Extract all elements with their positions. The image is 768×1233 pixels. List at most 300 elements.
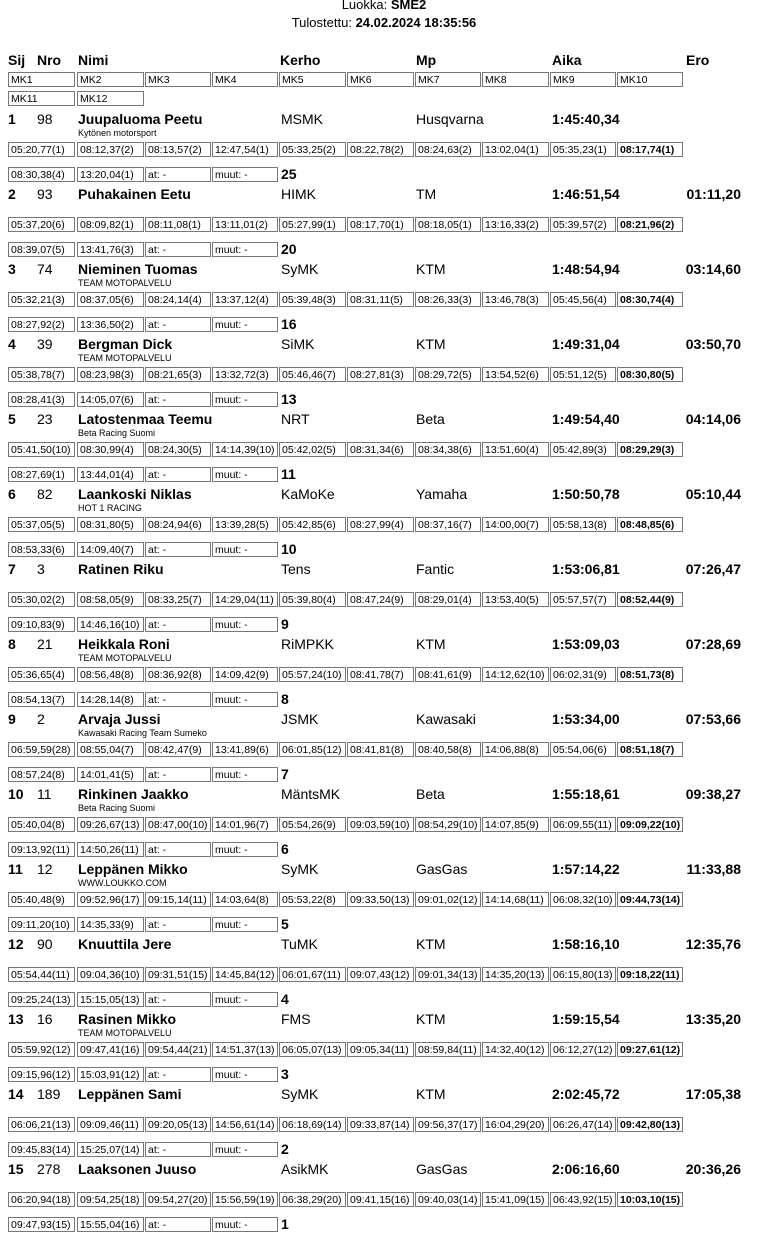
mk-time-cell: 14:45,84(12) xyxy=(212,967,278,982)
mk-time-cell: 05:37,20(6) xyxy=(8,217,75,232)
mk-time-cell: 08:53,33(6) xyxy=(8,542,75,557)
rider-bike: Fantic xyxy=(416,561,455,577)
mk-header-cell: MK9 xyxy=(550,72,616,87)
mk-time-cell: 06:18,69(14) xyxy=(279,1117,346,1132)
mk-time-cell: 08:37,16(7) xyxy=(415,517,481,532)
mk-time-cell: 08:56,48(8) xyxy=(77,667,144,682)
rider-position: 15 xyxy=(8,1161,24,1177)
mk-time-cell: 05:20,77(1) xyxy=(8,142,75,157)
mk-time-cell: 05:54,44(11) xyxy=(8,967,75,982)
rider-team: Kytönen motorsport xyxy=(78,128,157,138)
mk-time-cell: 05:36,65(4) xyxy=(8,667,75,682)
rider-club: SiMK xyxy=(281,336,315,352)
rider-total-time: 2:06:16,60 xyxy=(552,1161,620,1177)
rider-club: KaMoKe xyxy=(281,486,335,502)
rider-name: Nieminen Tuomas xyxy=(78,261,198,277)
mk-time-cell: 14:32,40(12) xyxy=(482,1042,549,1057)
rider-gap: 04:14,06 xyxy=(685,411,741,427)
rider-club: NRT xyxy=(281,411,310,427)
rider-position: 10 xyxy=(8,786,24,802)
mk-time-cell: 09:44,73(14) xyxy=(617,892,683,907)
rider-total-time: 1:49:54,40 xyxy=(552,411,620,427)
mk-time-cell: 08:51,18(7) xyxy=(617,742,683,757)
rider-bike: GasGas xyxy=(416,861,468,877)
rider-number: 278 xyxy=(37,1161,61,1177)
rider-number: 21 xyxy=(37,636,53,652)
mk-time-cell: 08:47,00(10) xyxy=(145,817,211,832)
rider-number: 3 xyxy=(37,561,45,577)
rider-name: Puhakainen Eetu xyxy=(78,186,191,202)
at-cell: at: - xyxy=(145,1142,211,1157)
mk-time-cell: 08:41,78(7) xyxy=(347,667,414,682)
mk-time-cell: 09:13,92(11) xyxy=(8,842,75,857)
mk-time-cell: 05:42,02(5) xyxy=(279,442,346,457)
muut-cell: muut: - xyxy=(212,242,278,257)
rider-team: TEAM MOTOPALVELU xyxy=(78,653,172,663)
rider-bike: KTM xyxy=(416,636,446,652)
mk-time-cell: 13:16,33(2) xyxy=(482,217,549,232)
mk-time-cell: 14:51,37(13) xyxy=(212,1042,278,1057)
mk-time-cell: 06:15,80(13) xyxy=(550,967,616,982)
mk-time-cell: 06:08,32(10) xyxy=(550,892,616,907)
mk-time-cell: 09:07,43(12) xyxy=(347,967,414,982)
mk-time-cell: 08:17,70(1) xyxy=(347,217,414,232)
rider-number: 74 xyxy=(37,261,53,277)
col-sij: Sij xyxy=(8,52,26,68)
rider-number: 39 xyxy=(37,336,53,352)
muut-cell: muut: - xyxy=(212,992,278,1007)
mk-time-cell: 14:09,40(7) xyxy=(77,542,144,557)
mk-time-cell: 06:59,59(28) xyxy=(8,742,75,757)
mk-time-cell: 05:30,02(2) xyxy=(8,592,75,607)
muut-cell: muut: - xyxy=(212,392,278,407)
mk-time-cell: 09:10,83(9) xyxy=(8,617,75,632)
at-cell: at: - xyxy=(145,992,211,1007)
mk-time-cell: 08:57,24(8) xyxy=(8,767,75,782)
mk-time-cell: 09:03,59(10) xyxy=(347,817,414,832)
rider-bike: Kawasaki xyxy=(416,711,476,727)
mk-time-cell: 08:31,80(5) xyxy=(77,517,144,532)
rider-name: Latostenmaa Teemu xyxy=(78,411,213,427)
mk-time-cell: 05:38,78(7) xyxy=(8,367,75,382)
mk-time-cell: 08:21,96(2) xyxy=(617,217,683,232)
rider-club: Tens xyxy=(281,561,311,577)
rider-club: MSMK xyxy=(281,111,323,127)
mk-time-cell: 05:42,89(3) xyxy=(550,442,616,457)
rider-position: 8 xyxy=(8,636,16,652)
mk-time-cell: 09:01,34(13) xyxy=(415,967,481,982)
mk-time-cell: 14:00,00(7) xyxy=(482,517,549,532)
rider-gap: 07:28,69 xyxy=(685,636,741,652)
rider-bike: KTM xyxy=(416,936,446,952)
muut-cell: muut: - xyxy=(212,167,278,182)
mk-time-cell: 08:51,73(8) xyxy=(617,667,683,682)
rider-total-time: 1:50:50,78 xyxy=(552,486,620,502)
mk-time-cell: 05:27,99(1) xyxy=(279,217,346,232)
rider-bike: Yamaha xyxy=(416,486,468,502)
at-cell: at: - xyxy=(145,317,211,332)
rider-name: Ratinen Riku xyxy=(78,561,164,577)
mk-time-cell: 06:09,55(11) xyxy=(550,817,616,832)
mk-time-cell: 09:18,22(11) xyxy=(617,967,683,982)
mk-time-cell: 08:27,92(2) xyxy=(8,317,75,332)
mk-time-cell: 09:40,03(14) xyxy=(415,1192,481,1207)
mk-time-cell: 08:33,25(7) xyxy=(145,592,211,607)
rider-gap: 11:33,88 xyxy=(686,861,741,877)
mk-time-cell: 08:48,85(6) xyxy=(617,517,683,532)
rider-number: 11 xyxy=(37,786,52,802)
rider-bike: KTM xyxy=(416,1011,446,1027)
mk-time-cell: 09:05,34(11) xyxy=(347,1042,414,1057)
mk-time-cell: 08:24,30(5) xyxy=(145,442,211,457)
mk-time-cell: 08:58,05(9) xyxy=(77,592,144,607)
mk-time-cell: 12:47,54(1) xyxy=(212,142,278,157)
rider-team: TEAM MOTOPALVELU xyxy=(78,353,172,363)
rider-total-time: 1:55:18,61 xyxy=(552,786,620,802)
rider-club: SyMK xyxy=(281,861,319,877)
mk-time-cell: 15:41,09(15) xyxy=(482,1192,549,1207)
rider-points: 16 xyxy=(281,316,297,332)
mk-time-cell: 14:05,07(6) xyxy=(77,392,144,407)
mk-time-cell: 13:44,01(4) xyxy=(77,467,144,482)
rider-number: 2 xyxy=(37,711,45,727)
muut-cell: muut: - xyxy=(212,917,278,932)
mk-header-cell: MK7 xyxy=(415,72,481,87)
rider-total-time: 1:53:34,00 xyxy=(552,711,620,727)
mk-time-cell: 08:42,47(9) xyxy=(145,742,211,757)
rider-club: AsikMK xyxy=(281,1161,329,1177)
mk-time-cell: 14:50,26(11) xyxy=(77,842,144,857)
mk-time-cell: 08:30,74(4) xyxy=(617,292,683,307)
mk-time-cell: 09:33,87(14) xyxy=(347,1117,414,1132)
rider-total-time: 1:58:16,10 xyxy=(552,936,620,952)
mk-time-cell: 05:35,23(1) xyxy=(550,142,616,157)
mk-time-cell: 13:36,50(2) xyxy=(77,317,144,332)
mk-time-cell: 13:32,72(3) xyxy=(212,367,278,382)
mk-time-cell: 08:11,08(1) xyxy=(145,217,211,232)
rider-points: 3 xyxy=(281,1066,289,1082)
rider-points: 2 xyxy=(281,1141,289,1157)
mk-time-cell: 08:39,07(5) xyxy=(8,242,75,257)
mk-time-cell: 05:37,05(5) xyxy=(8,517,75,532)
rider-position: 14 xyxy=(8,1086,24,1102)
rider-total-time: 1:57:14,22 xyxy=(552,861,620,877)
mk-time-cell: 14:29,04(11) xyxy=(212,592,278,607)
muut-cell: muut: - xyxy=(212,1217,278,1232)
col-nimi: Nimi xyxy=(78,52,109,68)
mk-time-cell: 15:03,91(12) xyxy=(77,1067,144,1082)
mk-time-cell: 14:14,68(11) xyxy=(482,892,549,907)
rider-points: 8 xyxy=(281,691,289,707)
mk-time-cell: 08:12,37(2) xyxy=(77,142,144,157)
muut-cell: muut: - xyxy=(212,767,278,782)
rider-points: 20 xyxy=(281,241,297,257)
rider-name: Rinkinen Jaakko xyxy=(78,786,189,802)
mk-time-cell: 05:57,24(10) xyxy=(279,667,346,682)
mk-time-cell: 09:20,05(13) xyxy=(145,1117,211,1132)
rider-team: WWW.LOUKKO.COM xyxy=(78,878,167,888)
mk-time-cell: 14:35,33(9) xyxy=(77,917,144,932)
mk-time-cell: 08:27,99(4) xyxy=(347,517,414,532)
mk-time-cell: 14:28,14(8) xyxy=(77,692,144,707)
mk-time-cell: 09:01,02(12) xyxy=(415,892,481,907)
rider-number: 93 xyxy=(37,186,53,202)
mk-time-cell: 06:12,27(12) xyxy=(550,1042,616,1057)
at-cell: at: - xyxy=(145,692,211,707)
mk-time-cell: 09:54,44(21) xyxy=(145,1042,211,1057)
mk-time-cell: 05:57,57(7) xyxy=(550,592,616,607)
mk-time-cell: 15:56,59(19) xyxy=(212,1192,278,1207)
mk-time-cell: 06:43,92(15) xyxy=(550,1192,616,1207)
rider-points: 13 xyxy=(281,391,297,407)
at-cell: at: - xyxy=(145,467,211,482)
mk-time-cell: 08:59,84(11) xyxy=(415,1042,481,1057)
rider-gap: 03:14,60 xyxy=(685,261,741,277)
rider-points: 11 xyxy=(281,466,296,482)
col-kerho: Kerho xyxy=(280,52,321,68)
printed-line xyxy=(0,14,768,32)
rider-gap: 13:35,20 xyxy=(685,1011,741,1027)
mk-time-cell: 08:18,05(1) xyxy=(415,217,481,232)
rider-position: 11 xyxy=(8,861,23,877)
mk-header-cell: MK5 xyxy=(279,72,346,87)
rider-name: Leppänen Mikko xyxy=(78,861,188,877)
rider-gap: 03:50,70 xyxy=(685,336,741,352)
mk-time-cell: 08:31,11(5) xyxy=(347,292,414,307)
rider-number: 16 xyxy=(37,1011,53,1027)
rider-bike: Husqvarna xyxy=(416,111,484,127)
rider-total-time: 1:49:31,04 xyxy=(552,336,620,352)
mk-time-cell: 06:02,31(9) xyxy=(550,667,616,682)
class-value: SME2 xyxy=(390,0,427,12)
rider-points: 4 xyxy=(281,991,289,1007)
rider-gap: 12:35,76 xyxy=(685,936,741,952)
rider-gap: 07:53,66 xyxy=(685,711,741,727)
mk-time-cell: 08:24,14(4) xyxy=(145,292,211,307)
mk-time-cell: 13:53,40(5) xyxy=(482,592,549,607)
rider-total-time: 1:48:54,94 xyxy=(552,261,620,277)
mk-time-cell: 08:29,01(4) xyxy=(415,592,481,607)
at-cell: at: - xyxy=(145,392,211,407)
mk-time-cell: 14:12,62(10) xyxy=(482,667,549,682)
rider-club: SyMK xyxy=(281,261,319,277)
rider-gap: 01:11,20 xyxy=(686,186,741,202)
mk-time-cell: 06:20,94(18) xyxy=(8,1192,75,1207)
mk-time-cell: 08:34,38(6) xyxy=(415,442,481,457)
class-label: Luokka: xyxy=(341,0,388,12)
mk-time-cell: 09:27,61(12) xyxy=(617,1042,683,1057)
mk-time-cell: 05:32,21(3) xyxy=(8,292,75,307)
mk-time-cell: 08:40,58(8) xyxy=(415,742,481,757)
muut-cell: muut: - xyxy=(212,1067,278,1082)
mk-time-cell: 06:05,07(13) xyxy=(279,1042,346,1057)
muut-cell: muut: - xyxy=(212,692,278,707)
mk-time-cell: 09:47,41(16) xyxy=(77,1042,144,1057)
rider-total-time: 2:02:45,72 xyxy=(552,1086,620,1102)
col-aika: Aika xyxy=(552,52,582,68)
mk-time-cell: 05:54,06(6) xyxy=(550,742,616,757)
mk-time-cell: 08:27,81(3) xyxy=(347,367,414,382)
rider-bike: GasGas xyxy=(416,1161,468,1177)
mk-time-cell: 09:52,96(17) xyxy=(77,892,144,907)
rider-position: 3 xyxy=(8,261,16,277)
rider-club: FMS xyxy=(281,1011,311,1027)
mk-time-cell: 06:01,85(12) xyxy=(279,742,346,757)
rider-team: Beta Racing Suomi xyxy=(78,803,156,813)
mk-time-cell: 09:42,80(13) xyxy=(617,1117,683,1132)
mk-time-cell: 08:22,78(2) xyxy=(347,142,414,157)
rider-bike: Beta xyxy=(416,411,445,427)
mk-time-cell: 08:54,13(7) xyxy=(8,692,75,707)
rider-total-time: 1:53:06,81 xyxy=(552,561,620,577)
rider-points: 10 xyxy=(281,541,297,557)
mk-time-cell: 08:54,29(10) xyxy=(415,817,481,832)
mk-time-cell: 10:03,10(15) xyxy=(617,1192,683,1207)
mk-time-cell: 14:56,61(14) xyxy=(212,1117,278,1132)
mk-time-cell: 16:04,29(20) xyxy=(482,1117,549,1132)
col-nro: Nro xyxy=(37,52,62,68)
mk-time-cell: 09:25,24(13) xyxy=(8,992,75,1007)
mk-time-cell: 13:39,28(5) xyxy=(212,517,278,532)
mk-header-cell: MK8 xyxy=(482,72,549,87)
rider-points: 5 xyxy=(281,916,289,932)
mk-header-cell: MK12 xyxy=(77,91,144,106)
at-cell: at: - xyxy=(145,617,211,632)
mk-time-cell: 13:46,78(3) xyxy=(482,292,549,307)
rider-gap: 17:05,38 xyxy=(685,1086,741,1102)
mk-header-cell: MK11 xyxy=(8,91,75,106)
rider-gap: 09:38,27 xyxy=(685,786,741,802)
rider-bike: KTM xyxy=(416,261,446,277)
mk-time-cell: 08:27,69(1) xyxy=(8,467,75,482)
mk-time-cell: 08:29,29(3) xyxy=(617,442,683,457)
rider-name: Juupaluoma Peetu xyxy=(78,111,203,127)
mk-time-cell: 09:56,37(17) xyxy=(415,1117,481,1132)
mk-time-cell: 13:51,60(4) xyxy=(482,442,549,457)
mk-time-cell: 08:36,92(8) xyxy=(145,667,211,682)
muut-cell: muut: - xyxy=(212,617,278,632)
rider-total-time: 1:53:09,03 xyxy=(552,636,620,652)
mk-time-cell: 14:01,41(5) xyxy=(77,767,144,782)
mk-time-cell: 14:01,96(7) xyxy=(212,817,278,832)
mk-time-cell: 15:25,07(14) xyxy=(77,1142,144,1157)
muut-cell: muut: - xyxy=(212,542,278,557)
at-cell: at: - xyxy=(145,767,211,782)
rider-number: 82 xyxy=(37,486,53,502)
rider-team: Beta Racing Suomi xyxy=(78,428,156,438)
rider-bike: KTM xyxy=(416,1086,446,1102)
mk-time-cell: 08:52,44(9) xyxy=(617,592,683,607)
rider-position: 12 xyxy=(8,936,24,952)
mk-time-cell: 08:30,99(4) xyxy=(77,442,144,457)
rider-bike: KTM xyxy=(416,336,446,352)
rider-position: 4 xyxy=(8,336,16,352)
mk-time-cell: 05:53,22(8) xyxy=(279,892,346,907)
mk-time-cell: 14:14,39(10) xyxy=(212,442,278,457)
mk-time-cell: 08:55,04(7) xyxy=(77,742,144,757)
col-mp: Mp xyxy=(416,52,437,68)
mk-header-cell: MK3 xyxy=(145,72,211,87)
mk-time-cell: 09:09,46(11) xyxy=(77,1117,144,1132)
rider-total-time: 1:45:40,34 xyxy=(552,111,620,127)
rider-points: 6 xyxy=(281,841,289,857)
muut-cell: muut: - xyxy=(212,842,278,857)
rider-bike: Beta xyxy=(416,786,445,802)
rider-points: 25 xyxy=(281,166,297,182)
mk-time-cell: 09:47,93(15) xyxy=(8,1217,75,1232)
mk-time-cell: 05:39,80(4) xyxy=(279,592,346,607)
mk-time-cell: 09:41,15(16) xyxy=(347,1192,414,1207)
at-cell: at: - xyxy=(145,842,211,857)
mk-time-cell: 09:26,67(13) xyxy=(77,817,144,832)
rider-position: 2 xyxy=(8,186,16,202)
mk-time-cell: 05:39,57(2) xyxy=(550,217,616,232)
mk-time-cell: 08:17,74(1) xyxy=(617,142,683,157)
rider-club: MäntsMK xyxy=(281,786,341,802)
mk-time-cell: 05:54,26(9) xyxy=(279,817,346,832)
mk-time-cell: 08:09,82(1) xyxy=(77,217,144,232)
rider-position: 7 xyxy=(8,561,16,577)
mk-time-cell: 08:23,98(3) xyxy=(77,367,144,382)
mk-time-cell: 13:41,89(6) xyxy=(212,742,278,757)
muut-cell: muut: - xyxy=(212,317,278,332)
mk-time-cell: 09:11,20(10) xyxy=(8,917,75,932)
muut-cell: muut: - xyxy=(212,467,278,482)
mk-time-cell: 08:28,41(3) xyxy=(8,392,75,407)
rider-team: Kawasaki Racing Team Sumeko xyxy=(78,728,207,738)
rider-gap: 20:36,26 xyxy=(685,1161,741,1177)
rider-club: TuMK xyxy=(281,936,318,952)
rider-name: Heikkala Roni xyxy=(78,636,170,652)
rider-name: Leppänen Sami xyxy=(78,1086,182,1102)
mk-time-cell: 05:40,48(9) xyxy=(8,892,75,907)
rider-name: Laaksonen Juuso xyxy=(78,1161,197,1177)
rider-number: 98 xyxy=(37,111,53,127)
mk-time-cell: 09:33,50(13) xyxy=(347,892,414,907)
mk-time-cell: 06:38,29(20) xyxy=(279,1192,346,1207)
rider-number: 12 xyxy=(37,861,53,877)
rider-name: Laankoski Niklas xyxy=(78,486,192,502)
mk-time-cell: 08:21,65(3) xyxy=(145,367,211,382)
rider-name: Rasinen Mikko xyxy=(78,1011,177,1027)
printed-label: Tulostettu: xyxy=(291,15,352,30)
rider-club: SyMK xyxy=(281,1086,319,1102)
rider-team: TEAM MOTOPALVELU xyxy=(78,1028,172,1038)
rider-points: 1 xyxy=(281,1216,289,1232)
mk-time-cell: 05:58,13(8) xyxy=(550,517,616,532)
rider-total-time: 1:46:51,54 xyxy=(552,186,620,202)
rider-gap: 05:10,44 xyxy=(685,486,741,502)
class-line xyxy=(0,0,768,14)
rider-points: 7 xyxy=(281,766,289,782)
rider-name: Knuuttila Jere xyxy=(78,936,172,952)
muut-cell: muut: - xyxy=(212,1142,278,1157)
mk-time-cell: 08:24,94(6) xyxy=(145,517,211,532)
rider-position: 13 xyxy=(8,1011,24,1027)
mk-time-cell: 05:33,25(2) xyxy=(279,142,346,157)
mk-time-cell: 09:45,83(14) xyxy=(8,1142,75,1157)
mk-time-cell: 06:26,47(14) xyxy=(550,1117,616,1132)
mk-time-cell: 06:01,67(11) xyxy=(279,967,346,982)
mk-time-cell: 05:59,92(12) xyxy=(8,1042,75,1057)
rider-total-time: 1:59:15,54 xyxy=(552,1011,620,1027)
mk-time-cell: 06:06,21(13) xyxy=(8,1117,75,1132)
rider-number: 23 xyxy=(37,411,53,427)
printed-value: 24.02.2024 18:35:56 xyxy=(355,15,477,30)
rider-bike: TM xyxy=(416,186,437,202)
rider-number: 90 xyxy=(37,936,53,952)
mk-time-cell: 05:45,56(4) xyxy=(550,292,616,307)
